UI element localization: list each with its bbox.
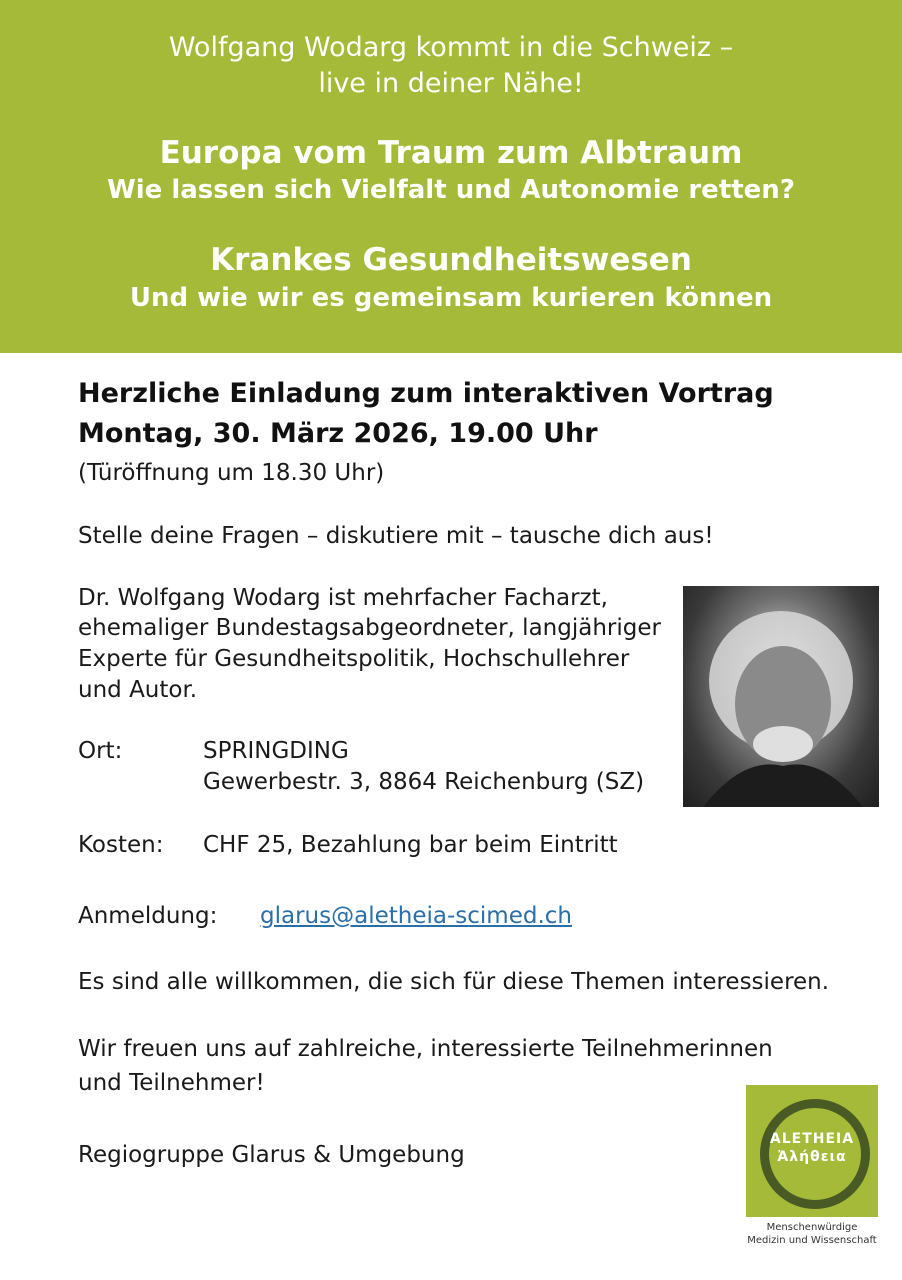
cost-value: CHF 25, Bezahlung bar beim Eintritt [203, 832, 618, 858]
logo-name-latin: ALETHEIA [769, 1131, 855, 1147]
invite-line: Stelle deine Fragen – diskutiere mit – tausche dich aus! [78, 523, 714, 549]
location-name: SPRINGDING [203, 738, 349, 764]
looking-forward-line-1: Wir freuen uns auf zahlreiche, interessierte Teilnehmerinnen [78, 1036, 773, 1062]
logo-caption-2: Medizin und Wissenschaft [747, 1235, 877, 1246]
welcome-text: Es sind alle willkommen, die sich für diese Themen interessieren. [78, 969, 830, 995]
topic1-subtitle: Wie lassen sich Vielfalt und Autonomie retten? [107, 175, 795, 205]
logo-caption-1: Menschenwürdige [766, 1222, 858, 1233]
registration-label: Anmeldung: [78, 903, 218, 929]
bio-line-4: und Autor. [78, 677, 198, 703]
bio-line-2: ehemaliger Bundestagsabgeordneter, langjähriger [78, 615, 661, 641]
looking-forward-line-2: und Teilnehmer! [78, 1070, 265, 1096]
topic2-subtitle: Und wie wir es gemeinsam kurieren können [129, 283, 773, 313]
portrait-silhouette-icon [683, 586, 879, 807]
speaker-photo [683, 586, 879, 807]
intro-line-1: Wolfgang Wodarg kommt in die Schweiz – [168, 32, 734, 63]
logo-name-greek: Ἀλήθεια [777, 1149, 847, 1165]
bio-line-1: Dr. Wolfgang Wodarg ist mehrfacher Facharzt, [78, 585, 608, 611]
event-heading: Herzliche Einladung zum interaktiven Vortrag [78, 378, 774, 409]
header-banner [0, 0, 902, 353]
cost-label: Kosten: [78, 832, 164, 858]
door-opening: (Türöffnung um 18.30 Uhr) [78, 460, 385, 486]
topic1-title: Europa vom Traum zum Albtraum [159, 135, 743, 171]
bio-line-3: Experte für Gesundheitspolitik, Hochschullehrer [78, 646, 630, 672]
event-date: Montag, 30. März 2026, 19.00 Uhr [78, 418, 598, 449]
location-label: Ort: [78, 738, 123, 764]
topic2-title: Krankes Gesundheitswesen [210, 242, 692, 278]
aletheia-logo [746, 1085, 878, 1217]
registration-email-link[interactable]: glarus@aletheia-scimed.ch [260, 903, 572, 929]
location-address: Gewerbestr. 3, 8864 Reichenburg (SZ) [203, 769, 645, 795]
signature: Regiogruppe Glarus & Umgebung [78, 1142, 465, 1168]
intro-line-2: live in deiner Nähe! [318, 68, 584, 99]
